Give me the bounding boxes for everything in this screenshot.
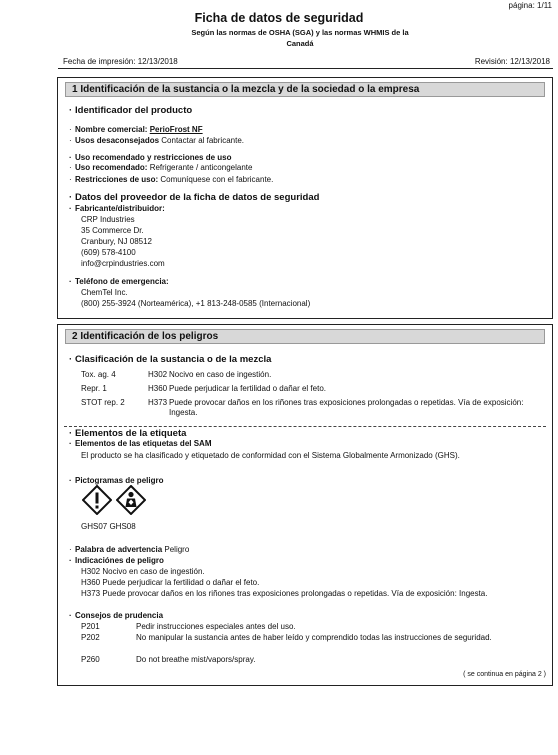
recommended-use-title: · Uso recomendado y restricciones de uso (75, 153, 232, 163)
sam-text: El producto se ha clasificado y etiquetado de conformidad con el Sistema Globalmente Armonizado (GHS). (81, 451, 460, 460)
uses-advised-line: · Usos desaconsejados Contactar al fabricante. (75, 136, 244, 146)
recommended-use-line: · Uso recomendado: Refrigerante / anticongelante (75, 163, 252, 173)
label-elements-title: · Elementos de la etiqueta (75, 429, 186, 439)
precaution-label: · Consejos de prudencia (75, 611, 163, 621)
page-number: página: 1/11 (508, 1, 552, 10)
table-row: P260 Do not breathe mist/vapors/spray. (81, 655, 256, 664)
print-date: Fecha de impresión: 12/13/2018 (63, 57, 178, 66)
signal-word-line: · Palabra de advertencia Peligro (75, 545, 189, 555)
hazard-statements-label: · Indicaciónes de peligro (75, 556, 164, 566)
manufacturer-label: · Fabricante/distribuidor: (75, 204, 165, 214)
exclamation-pictogram-icon (82, 485, 112, 515)
hazard-statement: H360 Puede perjudicar la fertilidad o dañar el feto. (81, 578, 260, 587)
continued-note: ( se continua en página 2 ) (463, 671, 546, 678)
sam-label: · Elementos de las etiquetas del SAM (75, 439, 211, 449)
address-line: CRP Industries (81, 215, 135, 224)
emergency-label: · Teléfono de emergencia: (75, 277, 169, 287)
address-line: info@crpindustries.com (81, 259, 165, 268)
section-1 (57, 77, 553, 319)
emergency-phones: (800) 255-3924 (Norteamérica), +1 813-248-0585 (Internacional) (81, 299, 311, 308)
section-2 (57, 324, 553, 686)
table-row: Repr. 1 H360 Puede perjudicar la fertilidad o dañar el feto. (81, 384, 326, 393)
table-row: Tox. ag. 4 H302 Nocivo en caso de ingestión. (81, 370, 272, 379)
header-divider (58, 68, 553, 69)
table-row: STOT rep. 2 H373 Puede provocar daños en los riñones tras exposiciones prolongadas o repetidas. Vía de exposición: Ingesta. (81, 398, 524, 417)
table-row: P201 Pedir instrucciones especiales antes del uso. (81, 622, 296, 631)
classification-title: · Clasificación de la sustancia o de la mezcla (75, 355, 271, 365)
document-title: Ficha de datos de seguridad (194, 11, 364, 25)
hazard-statement: H373 Puede provocar daños en los riñones tras exposiciones prolongadas o repetidas. Vía de exposición: Ingesta. (81, 589, 488, 598)
supplier-title: · Datos del proveedor de la ficha de datos de seguridad (75, 193, 319, 203)
restrictions-line: · Restricciones de uso: Comuníquese con el fabricante. (75, 175, 273, 185)
revision-date: Revisión: 12/13/2018 (474, 57, 550, 66)
pictograms-label: · Pictogramas de peligro (75, 476, 163, 486)
address-line: 35 Commerce Dr. (81, 226, 144, 235)
table-row: P202 No manipular la sustancia antes de haber leído y comprendido todas las instrucciones de seguridad. (81, 633, 492, 642)
section-divider (64, 426, 546, 427)
trade-name: PerioFrost NF (149, 125, 203, 134)
product-identifier-title: · Identificador del producto (75, 106, 192, 116)
precaution-table (81, 622, 547, 666)
hazard-statement: H302 Nocivo en caso de ingestión. (81, 567, 205, 576)
address-line: (609) 578-4100 (81, 248, 136, 257)
document-subtitle: Según las normas de OSHA (SGA) y las normas WHMIS de la Canadá (191, 28, 409, 48)
section-1-heading: 1 Identificación de la sustancia o la mezcla y de la sociedad o la empresa (65, 82, 545, 97)
trade-name-line: · Nombre comercial: PerioFrost NF (75, 125, 203, 135)
emergency-company: ChemTel Inc. (81, 288, 128, 297)
health-hazard-pictogram-icon (116, 485, 146, 515)
pictogram-codes: GHS07 GHS08 (81, 522, 136, 531)
address-line: Cranbury, NJ 08512 (81, 237, 152, 246)
classification-table (81, 370, 547, 420)
section-2-heading: 2 Identificación de los peligros (65, 329, 545, 344)
